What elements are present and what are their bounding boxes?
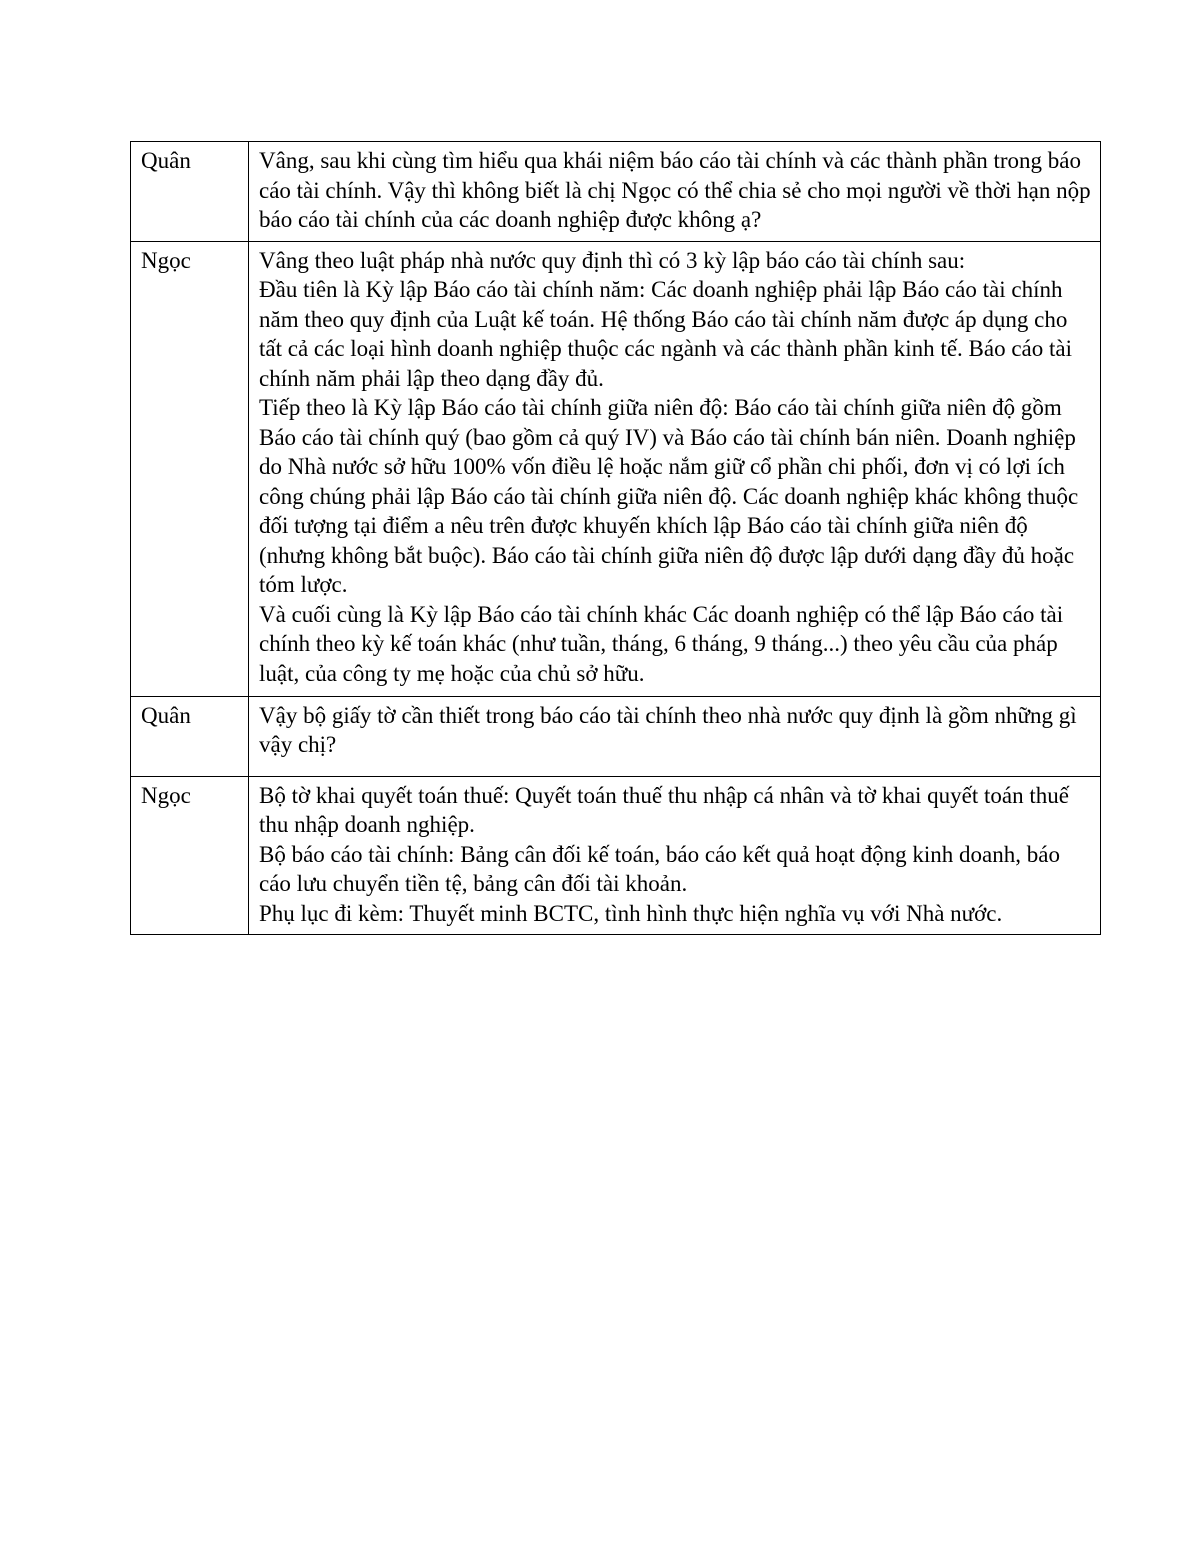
content-cell bbox=[249, 776, 1101, 935]
table-row bbox=[131, 241, 1101, 696]
paragraph: Tiếp theo là Kỳ lập Báo cáo tài chính giữa niên độ: Báo cáo tài chính giữa niên độ gồm Báo cáo tài chính quý (bao gồm cả quý IV) và Báo cáo tài chính bán niên. Doanh nghiệp do Nhà nước sở hữu 100% vốn điều lệ hoặc nắm giữ cổ phần chi phối, đơn vị có lợi ích công chúng phải lập Báo cáo tài chính giữa niên độ. Các doanh nghiệp khác không thuộc đối tượng tại điểm a nêu trên được khuyến khích lập Báo cáo tài chính giữa niên độ (nhưng không bắt buộc). Báo cáo tài chính giữa niên độ được lập dưới dạng đầy đủ hoặc tóm lược. bbox=[259, 395, 1079, 597]
paragraph: Bộ tờ khai quyết toán thuế: Quyết toán thuế thu nhập cá nhân và tờ khai quyết toán thuế thu nhập doanh nghiệp. bbox=[259, 782, 1069, 837]
content-cell bbox=[249, 142, 1101, 242]
dialogue-table bbox=[130, 141, 1101, 935]
content-cell bbox=[249, 241, 1101, 696]
paragraph: Và cuối cùng là Kỳ lập Báo cáo tài chính khác Các doanh nghiệp có thể lập Báo cáo tài chính theo kỳ kế toán khác (như tuần, tháng, 6 tháng, 9 tháng...) theo yêu cầu của pháp luật, của công ty mẹ hoặc của chủ sở hữu. bbox=[259, 601, 1064, 686]
speaker-cell: Quân bbox=[131, 696, 249, 776]
speaker-cell: Ngọc bbox=[131, 776, 249, 935]
paragraph: Vậy bộ giấy tờ cần thiết trong báo cáo tài chính theo nhà nước quy định là gồm những gì vậy chị? bbox=[259, 702, 1077, 757]
table-row bbox=[131, 696, 1101, 776]
paragraph: Vâng theo luật pháp nhà nước quy định thì có 3 kỳ lập báo cáo tài chính sau: bbox=[259, 247, 966, 273]
content-cell bbox=[249, 696, 1101, 776]
paragraph: Phụ lục đi kèm: Thuyết minh BCTC, tình hình thực hiện nghĩa vụ với Nhà nước. bbox=[259, 900, 1003, 926]
paragraph: Bộ báo cáo tài chính: Bảng cân đối kế toán, báo cáo kết quả hoạt động kinh doanh, báo cáo lưu chuyển tiền tệ, bảng cân đối tài khoản. bbox=[259, 841, 1060, 896]
paragraph: Đầu tiên là Kỳ lập Báo cáo tài chính năm: Các doanh nghiệp phải lập Báo cáo tài chính năm theo quy định của Luật kế toán. Hệ thống Báo cáo tài chính năm được áp dụng cho tất cả các loại hình doanh nghiệp thuộc các ngành và các thành phần kinh tế. Báo cáo tài chính năm phải lập theo dạng đầy đủ. bbox=[259, 277, 1072, 391]
table-row bbox=[131, 776, 1101, 935]
speaker-cell: Quân bbox=[131, 142, 249, 242]
paragraph: Vâng, sau khi cùng tìm hiểu qua khái niệm báo cáo tài chính và các thành phần trong báo cáo tài chính. Vậy thì không biết là chị Ngọc có thể chia sẻ cho mọi người về thời hạn nộp báo cáo tài chính của các doanh nghiệp được không ạ? bbox=[259, 148, 1091, 232]
speaker-cell: Ngọc bbox=[131, 241, 249, 696]
table-row bbox=[131, 142, 1101, 242]
